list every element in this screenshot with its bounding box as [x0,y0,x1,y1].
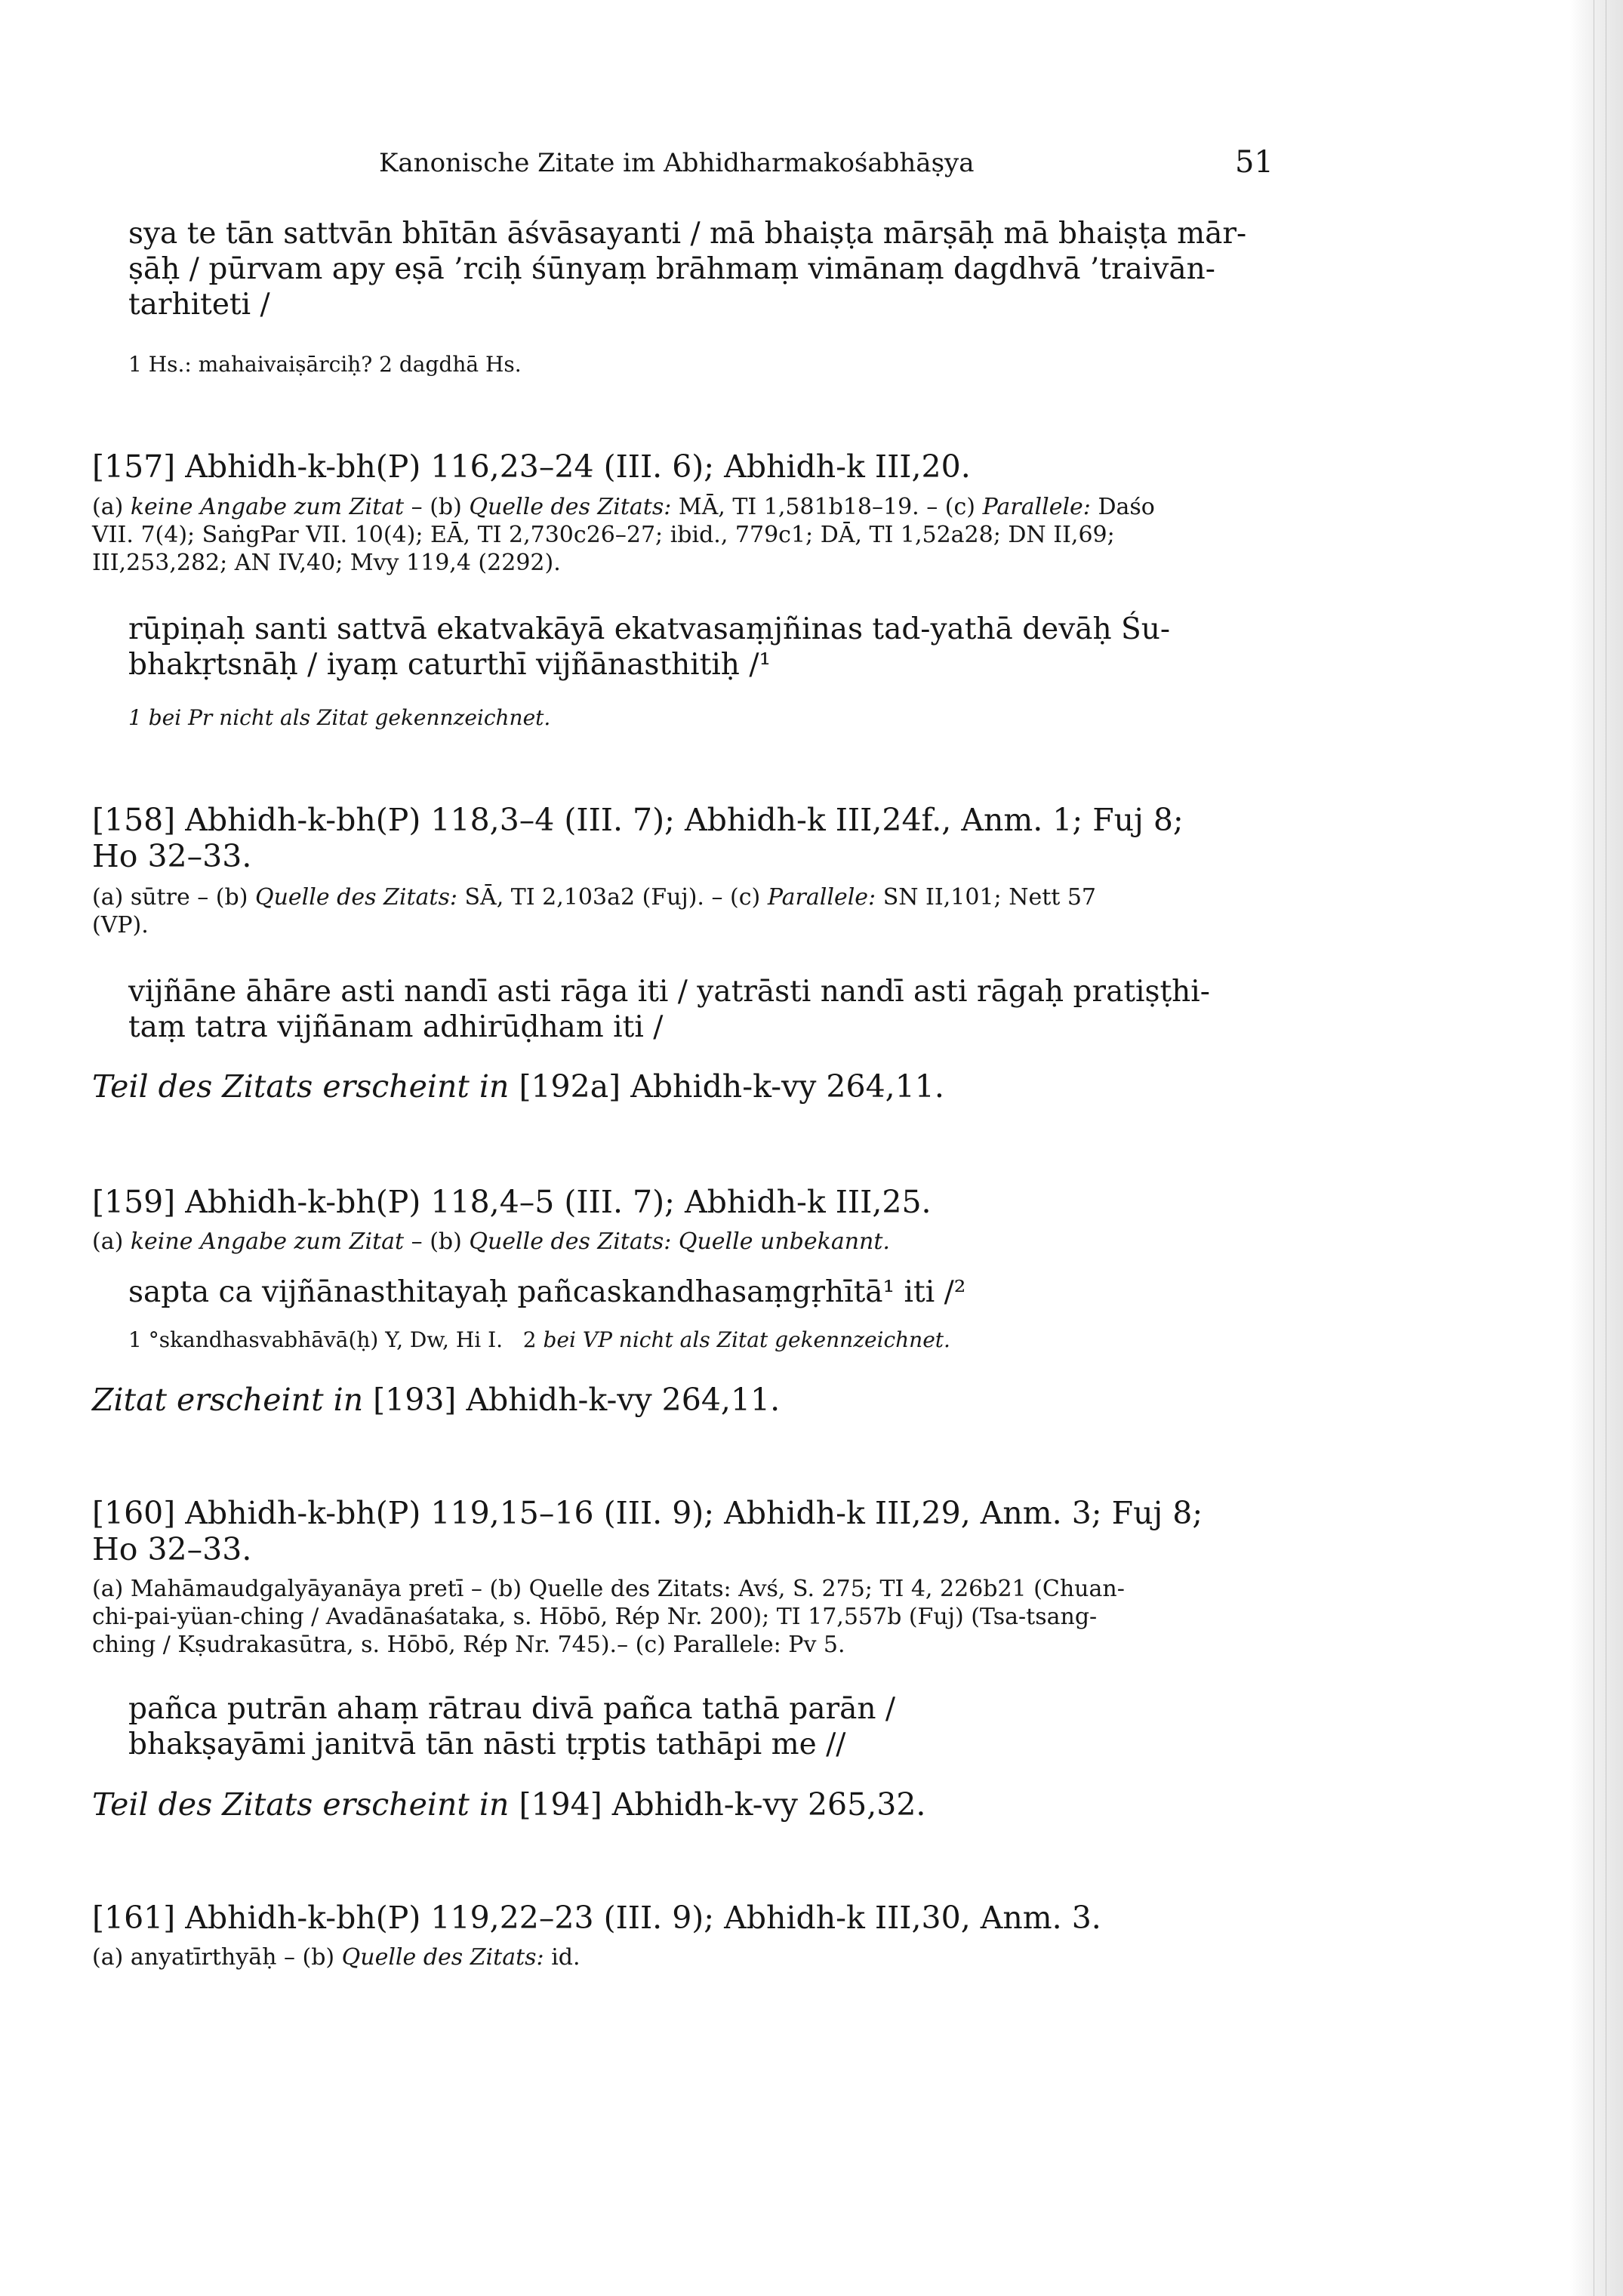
quote [128,1274,1283,1310]
entry-number: [159] [92,1184,176,1220]
note-line: ching / Kṣudrakasūtra, s. Hōbō, Rép Nr. 745).– (c) Parallele: Pv 5. [92,1632,845,1658]
note-line: chi-pai-yüan-ching / Avadānaśataka, s. Hōbō, Rép Nr. 200); TI 17,557b (Fuj) (Tsa-tsang- [92,1604,1098,1630]
entry-heading [92,1900,1285,1936]
note-line: III,253,282; AN IV,40; Mvy 119,4 (2292). [92,550,561,576]
entry-reference: Ho 32–33. [92,1531,252,1567]
note-line: (a) Mahāmaudgalyāyanāya pretī – (b) Quelle des Zitats: Avś, S. 275; TI 4, 226b21 (Chuan- [92,1576,1125,1602]
entry-heading [92,802,1285,874]
entry-reference: Abhidh-k-bh(P) 118,4–5 (III. 7); Abhidh-k III,25. [185,1184,932,1220]
entry-heading [92,448,1285,485]
continued-quote [128,216,1283,322]
note-line: (a) keine Angabe zum Zitat – (b) Quelle des Zitats: MĀ, TI 1,581b18–19. – (c) Parallele: Daśo [92,494,1155,520]
quote-line: bhakṛtsnāḥ / iyaṃ caturthī vijñānasthitiḥ /¹ [128,648,771,682]
quote-line: pañca putrān ahaṃ rātrau divā pañca tathā parān / [128,1692,896,1726]
cross-reference: Teil des Zitats erscheint in [194] Abhidh-k-vy 265,32. [92,1786,926,1823]
entry-reference: Abhidh-k-bh(P) 119,22–23 (III. 9); Abhidh-k III,30, Anm. 3. [185,1900,1101,1936]
entry-reference: Ho 32–33. [92,838,252,874]
quote-line: sya te tān sattvān bhītān āśvāsayanti / mā bhaiṣṭa mārṣāḥ mā bhaiṣṭa mār- [128,217,1247,251]
entry-notes [92,883,1285,939]
quote [128,612,1283,683]
page-number: 51 [1235,145,1273,180]
footnote: 1 °skandhasvabhāvā(ḥ) Y, Dw, Hi I. 2 bei VP nicht als Zitat gekennzeichnet. [128,1327,950,1352]
quote [128,1691,1283,1762]
entry-reference: Abhidh-k-bh(P) 118,3–4 (III. 7); Abhidh-k III,24f., Anm. 1; Fuj 8; [185,802,1184,838]
quote-line: vijñāne āhāre asti nandī asti rāga iti / yatrāsti nandī asti rāgaḥ pratiṣṭhi- [128,975,1210,1009]
footnote: 1 bei Pr nicht als Zitat gekennzeichnet. [128,705,551,730]
quote-line: ṣāḥ / pūrvam apy eṣā ’rciḥ śūnyaṃ brāhmaṃ vimānaṃ dagdhvā ’traivān- [128,252,1215,286]
entry-reference: Abhidh-k-bh(P) 119,15–16 (III. 9); Abhidh-k III,29, Anm. 3; Fuj 8; [185,1495,1203,1531]
cross-reference: Teil des Zitats erscheint in [192a] Abhidh-k-vy 264,11. [92,1068,944,1105]
entry-number: [157] [92,448,176,485]
entry-number: [160] [92,1495,176,1531]
scan-edge [1570,0,1623,2296]
footnote: 1 Hs.: mahaivaiṣārciḥ? 2 dagdhā Hs. [128,352,522,377]
quote-line: bhakṣayāmi janitvā tān nāsti tṛptis tathāpi me // [128,1727,846,1761]
entry-number: [161] [92,1900,176,1936]
note-line: (a) sūtre – (b) Quelle des Zitats: SĀ, TI 2,103a2 (Fuj). – (c) Parallele: SN II,101; Nett 57 [92,884,1097,911]
entry-notes [92,1228,1285,1256]
entry-notes [92,1575,1285,1659]
note-line: VII. 7(4); SaṅgPar VII. 10(4); EĀ, TI 2,730c26–27; ibid., 779c1; DĀ, TI 1,52a28; DN II,69; [92,522,1115,548]
quote-line: taṃ tatra vijñānam adhirūḍham iti / [128,1010,664,1044]
running-title: Kanonische Zitate im Abhidharmakośabhāṣya [379,148,975,178]
quote-line: rūpiṇaḥ santi sattvā ekatvakāyā ekatvasaṃjñinas tad-yathā devāḥ Śu- [128,612,1171,646]
quote [128,974,1283,1045]
quote-line: tarhiteti / [128,288,270,322]
note-line: (VP). [92,912,149,938]
quote-line: sapta ca vijñānasthitayaḥ pañcaskandhasaṃgṛhītā¹ iti /² [128,1275,966,1309]
entry-notes [92,493,1285,577]
note-line: (a) keine Angabe zum Zitat – (b) Quelle des Zitats: Quelle unbekannt. [92,1228,890,1255]
entry-heading [92,1495,1285,1567]
note-line: (a) anyatīrthyāḥ – (b) Quelle des Zitats: id. [92,1944,581,1971]
entry-notes [92,1943,1285,1971]
entry-number: [158] [92,802,176,838]
cross-reference: Zitat erscheint in [193] Abhidh-k-vy 264,11. [92,1382,781,1418]
entry-reference: Abhidh-k-bh(P) 116,23–24 (III. 6); Abhidh-k III,20. [185,448,971,485]
entry-heading [92,1184,1285,1220]
